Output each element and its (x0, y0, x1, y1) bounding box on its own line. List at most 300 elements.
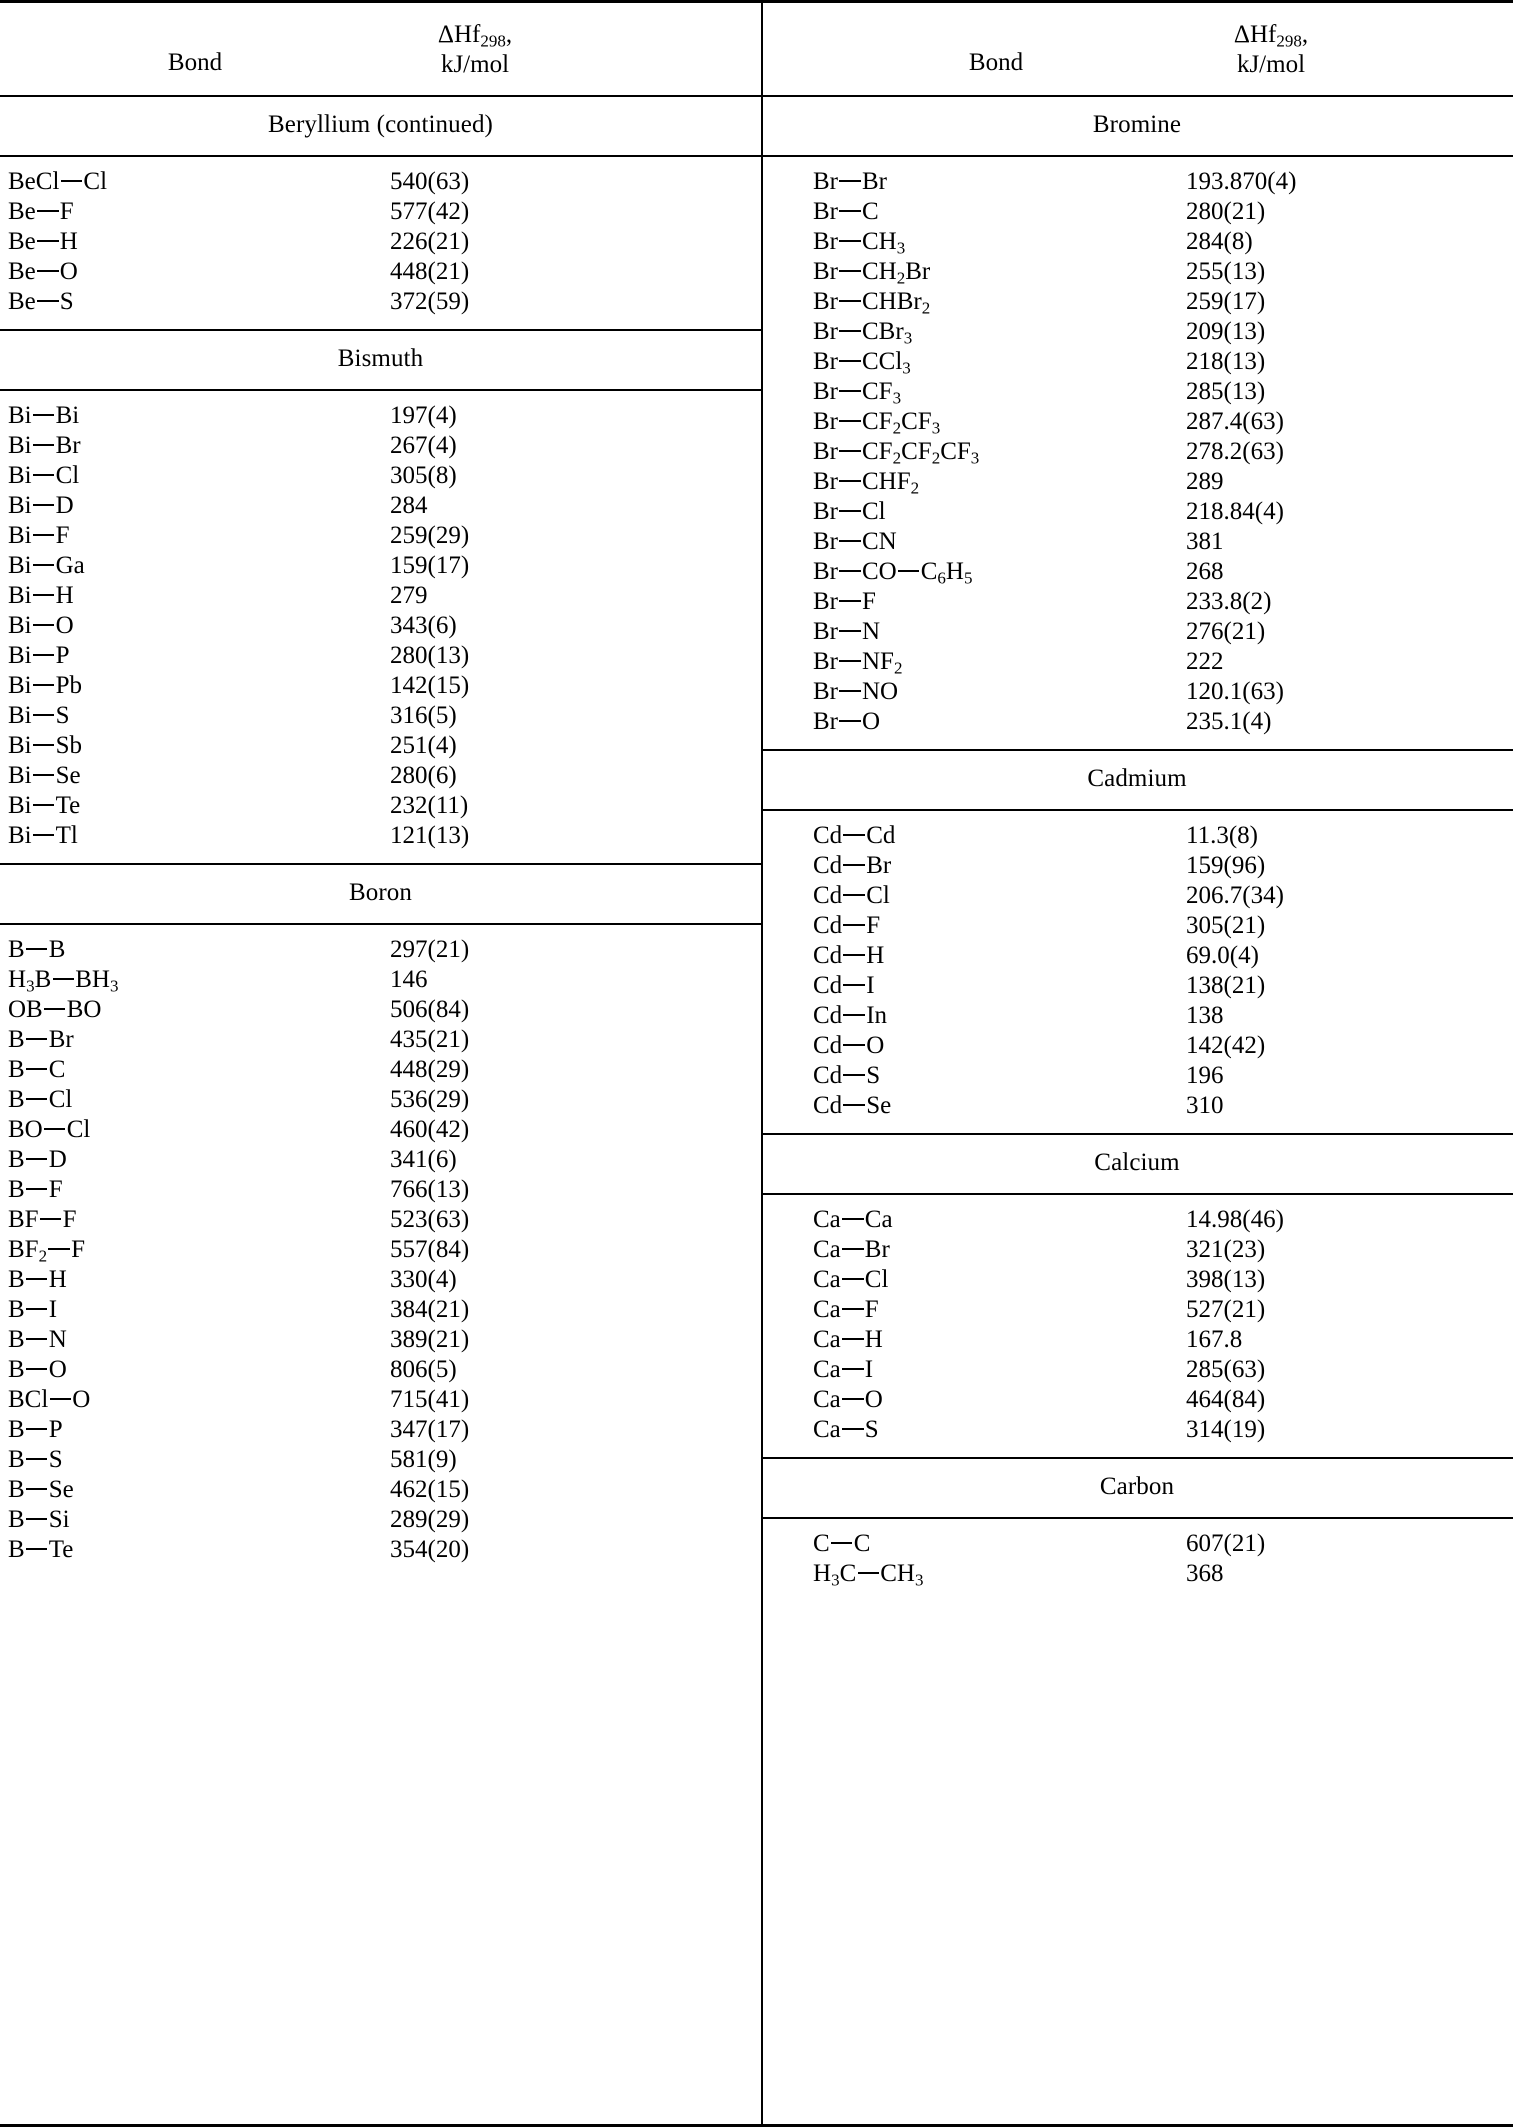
enthalpy-value: 330(4) (390, 1266, 457, 1293)
bond-line-icon (842, 1398, 864, 1400)
table-row (0, 287, 761, 317)
table-row (0, 1205, 761, 1235)
table-row (761, 971, 1513, 1001)
bond-line-icon (26, 1458, 48, 1460)
bond-formula: Be O (8, 258, 78, 285)
bond-formula: BeCl Cl (8, 168, 108, 195)
bond-formula: BO Cl (8, 1116, 91, 1143)
enthalpy-value: 209(13) (1186, 318, 1266, 345)
bond-line-icon (37, 270, 59, 272)
bond-line-icon (26, 1038, 48, 1040)
table-row (0, 1055, 761, 1085)
enthalpy-value: 259(29) (390, 522, 470, 549)
bond-formula: B Te (8, 1536, 74, 1563)
bond-line-icon (843, 1044, 865, 1046)
enthalpy-value: 368 (1186, 1560, 1224, 1587)
bond-line-icon (839, 390, 861, 392)
table-row (761, 617, 1513, 647)
bond-line-icon (26, 1308, 48, 1310)
bond-formula: Cd S (813, 1062, 881, 1089)
bond-line-icon (26, 1098, 48, 1100)
bond-formula: Ca Cl (813, 1266, 889, 1293)
bond-formula: BF F (8, 1206, 77, 1233)
bond-line-icon (33, 564, 55, 566)
bond-line-icon (33, 624, 55, 626)
table-row (761, 1295, 1513, 1325)
table-row (761, 227, 1513, 257)
bond-line-icon (843, 894, 865, 896)
enthalpy-value: 218.84(4) (1186, 498, 1284, 525)
enthalpy-value: 343(6) (390, 612, 457, 639)
enthalpy-value: 287.4(63) (1186, 408, 1284, 435)
enthalpy-value: 297(21) (390, 936, 470, 963)
table-row (761, 317, 1513, 347)
bond-formula: B Se (8, 1476, 74, 1503)
bond-line-icon (33, 774, 55, 776)
enthalpy-value: 398(13) (1186, 1266, 1266, 1293)
bond-formula: Ca F (813, 1296, 879, 1323)
table-row (761, 1205, 1513, 1235)
enthalpy-value: 536(29) (390, 1086, 470, 1113)
bond-formula: B N (8, 1326, 67, 1353)
bond-line-icon (26, 1368, 48, 1370)
left-column-header (0, 0, 761, 95)
table-row (761, 1559, 1513, 1589)
enthalpy-value: 280(13) (390, 642, 470, 669)
bond-line-icon (843, 864, 865, 866)
enthalpy-value: 196 (1186, 1062, 1224, 1089)
enthalpy-value: 581(9) (390, 1446, 457, 1473)
bond-line-icon (843, 954, 865, 956)
bond-line-icon (48, 1248, 70, 1250)
enthalpy-value: 222 (1186, 648, 1224, 675)
bond-formula: Br CHBr$_2$ (813, 288, 931, 318)
header-enthalpy-line1: ΔHf$_{298}$, (437, 21, 513, 51)
header-enthalpy-line2: kJ/mol (1236, 50, 1306, 78)
enthalpy-value: 284 (390, 492, 428, 519)
section-title: Carbon (1099, 1473, 1175, 1500)
bond-line-icon (33, 444, 55, 446)
bond-line-icon (26, 1548, 48, 1550)
bond-line-icon (839, 240, 861, 242)
enthalpy-value: 354(20) (390, 1536, 470, 1563)
bond-line-icon (839, 630, 861, 632)
table-row (0, 227, 761, 257)
enthalpy-value: 280(21) (1186, 198, 1266, 225)
bond-formula: Br F (813, 588, 876, 615)
bond-line-icon (26, 1068, 48, 1070)
enthalpy-value: 305(8) (390, 462, 457, 489)
bond-line-icon (26, 1488, 48, 1490)
section-rows (761, 1195, 1513, 1457)
bond-formula: Ca Br (813, 1236, 890, 1263)
table-row (761, 821, 1513, 851)
bond-formula: C C (813, 1530, 871, 1557)
header-bond-label: Bond (167, 49, 223, 76)
enthalpy-value: 235.1(4) (1186, 708, 1272, 735)
bond-formula: Br NO (813, 678, 899, 705)
bond-formula: Bi Te (8, 792, 81, 819)
enthalpy-value: 159(96) (1186, 852, 1266, 879)
bond-formula: Br $CF_2CF_2CF_3$ (813, 438, 980, 468)
enthalpy-value: 523(63) (390, 1206, 470, 1233)
table-row (761, 1235, 1513, 1265)
enthalpy-value: 121(13) (390, 822, 470, 849)
bond-line-icon (842, 1308, 864, 1310)
table-row (0, 1175, 761, 1205)
table-row (761, 1529, 1513, 1559)
enthalpy-value: 14.98(46) (1186, 1206, 1284, 1233)
table-row (0, 167, 761, 197)
bond-line-icon (839, 450, 861, 452)
bond-line-icon (33, 534, 55, 536)
bond-line-icon (842, 1278, 864, 1280)
bond-line-icon (842, 1338, 864, 1340)
bond-line-icon (33, 804, 55, 806)
bond-formula: Br CCl$_3$ (813, 348, 911, 378)
bond-formula: Cd Cl (813, 882, 890, 909)
bond-formula: Cd Cd (813, 822, 896, 849)
bond-formula: Bi Cl (8, 462, 80, 489)
table-row (761, 647, 1513, 677)
bond-formula: Br O (813, 708, 881, 735)
left-column-body (0, 95, 761, 1577)
bond-formula: Cd In (813, 1002, 888, 1029)
bond-line-icon (44, 1008, 66, 1010)
bond-formula: Br $CF_2CF_3$ (813, 408, 941, 438)
bond-line-icon (839, 660, 861, 662)
bond-line-icon (33, 684, 55, 686)
bond-formula: Cd I (813, 972, 875, 999)
table-row (0, 1265, 761, 1295)
bond-line-icon (898, 570, 920, 572)
bond-line-icon (33, 714, 55, 716)
bond-formula: Bi F (8, 522, 70, 549)
enthalpy-value: 506(84) (390, 996, 470, 1023)
table-row (761, 377, 1513, 407)
bond-formula: B Cl (8, 1086, 73, 1113)
bond-line-icon (842, 1248, 864, 1250)
bond-line-icon (839, 570, 861, 572)
table-row (0, 461, 761, 491)
enthalpy-value: 279 (390, 582, 428, 609)
bond-line-icon (26, 1428, 48, 1430)
enthalpy-value: 193.870(4) (1186, 168, 1297, 195)
bond-line-icon (839, 330, 861, 332)
enthalpy-value: 341(6) (390, 1146, 457, 1173)
section-title: Beryllium (continued) (268, 111, 493, 138)
enthalpy-value: 540(63) (390, 168, 470, 195)
table-row (0, 1385, 761, 1415)
bond-line-icon (843, 1014, 865, 1016)
enthalpy-value: 381 (1186, 528, 1224, 555)
enthalpy-value: 372(59) (390, 288, 470, 315)
enthalpy-value: 460(42) (390, 1116, 470, 1143)
bond-line-icon (831, 1542, 853, 1544)
enthalpy-value: 142(42) (1186, 1032, 1266, 1059)
bond-line-icon (839, 540, 861, 542)
bond-formula: Br $CH_3$ (813, 228, 906, 258)
bond-formula: Bi Sb (8, 732, 83, 759)
bond-formula: B C (8, 1056, 66, 1083)
enthalpy-value: 142(15) (390, 672, 470, 699)
bond-line-icon (839, 300, 861, 302)
table-row (0, 1295, 761, 1325)
table-row (0, 761, 761, 791)
bond-formula: Bi Bi (8, 402, 80, 429)
enthalpy-value: 278.2(63) (1186, 438, 1284, 465)
enthalpy-value: 232(11) (390, 792, 469, 819)
table-row (761, 167, 1513, 197)
bond-formula: $H_3C$ $CH_3$ (813, 1560, 924, 1590)
bond-line-icon (842, 1368, 864, 1370)
bond-formula: Bi Br (8, 432, 81, 459)
bond-formula: $BF_2$ F (8, 1236, 85, 1266)
section-rows (761, 157, 1513, 749)
enthalpy-value: 321(23) (1186, 1236, 1266, 1263)
bond-line-icon (26, 1338, 48, 1340)
bond-line-icon (839, 600, 861, 602)
bond-formula: Bi H (8, 582, 74, 609)
enthalpy-value: 255(13) (1186, 258, 1266, 285)
bond-formula: B I (8, 1296, 58, 1323)
header-enthalpy-line1: ΔHf$_{298}$, (1233, 21, 1309, 51)
bond-formula: Bi O (8, 612, 74, 639)
enthalpy-value: 138 (1186, 1002, 1224, 1029)
table-row (0, 701, 761, 731)
enthalpy-value: 715(41) (390, 1386, 470, 1413)
enthalpy-value: 577(42) (390, 198, 470, 225)
bond-line-icon (843, 924, 865, 926)
bond-line-icon (33, 594, 55, 596)
table-row (0, 1355, 761, 1385)
table-row (761, 407, 1513, 437)
table-row (761, 1385, 1513, 1415)
table-row (0, 401, 761, 431)
enthalpy-value: 268 (1186, 558, 1224, 585)
section-title: Boron (349, 879, 412, 906)
bond-formula: B Si (8, 1506, 70, 1533)
bond-formula: Bi D (8, 492, 74, 519)
enthalpy-value: 146 (390, 966, 428, 993)
enthalpy-value: 226(21) (390, 228, 470, 255)
table-row (761, 437, 1513, 467)
bond-formula: Br Br (813, 168, 887, 195)
bond-line-icon (53, 978, 75, 980)
enthalpy-value: 206.7(34) (1186, 882, 1284, 909)
bond-line-icon (839, 360, 861, 362)
bond-formula: Bi Se (8, 762, 81, 789)
table-row (761, 1265, 1513, 1295)
enthalpy-value: 389(21) (390, 1326, 470, 1353)
bond-line-icon (61, 180, 83, 182)
bond-formula: Cd H (813, 942, 885, 969)
table-row (0, 521, 761, 551)
bond-line-icon (26, 948, 48, 950)
bond-line-icon (37, 240, 59, 242)
table-row (0, 1475, 761, 1505)
bond-line-icon (26, 1518, 48, 1520)
section-title: Bromine (1092, 111, 1182, 138)
bond-line-icon (26, 1158, 48, 1160)
table-row (0, 821, 761, 851)
table-row (761, 707, 1513, 737)
section-rows (0, 391, 761, 863)
table-row (0, 791, 761, 821)
table-row (761, 1355, 1513, 1385)
bond-formula: Ca Ca (813, 1206, 893, 1233)
right-column-body (761, 95, 1513, 1601)
bond-line-icon (839, 180, 861, 182)
bond-line-icon (33, 654, 55, 656)
table-row (0, 1145, 761, 1175)
enthalpy-value: 448(21) (390, 258, 470, 285)
enthalpy-value: 138(21) (1186, 972, 1266, 999)
table-row (761, 1091, 1513, 1121)
enthalpy-value: 464(84) (1186, 1386, 1266, 1413)
table-row (0, 1535, 761, 1565)
enthalpy-value: 435(21) (390, 1026, 470, 1053)
bond-formula: Be S (8, 288, 74, 315)
bond-line-icon (839, 420, 861, 422)
enthalpy-value: 167.8 (1186, 1326, 1243, 1353)
bond-formula: BCl O (8, 1386, 91, 1413)
enthalpy-value: 285(13) (1186, 378, 1266, 405)
table-row (761, 911, 1513, 941)
table-row (0, 1445, 761, 1475)
table-row (0, 491, 761, 521)
bond-line-icon (44, 1128, 66, 1130)
enthalpy-value: 462(15) (390, 1476, 470, 1503)
header-enthalpy-label (390, 0, 560, 95)
table-row (761, 287, 1513, 317)
enthalpy-value: 557(84) (390, 1236, 470, 1263)
bond-formula: Bi P (8, 642, 70, 669)
bond-formula: Br $NF_2$ (813, 648, 903, 678)
bond-line-icon (33, 504, 55, 506)
bond-formula: Br CBr$_3$ (813, 318, 913, 348)
bond-formula: Bi S (8, 702, 70, 729)
table-row (761, 677, 1513, 707)
bond-formula: Br CO $C_6H_5$ (813, 558, 973, 588)
bond-formula: OB BO (8, 996, 102, 1023)
enthalpy-value: 218(13) (1186, 348, 1266, 375)
bond-line-icon (26, 1278, 48, 1280)
table-row (0, 641, 761, 671)
section-title: Calcium (1094, 1149, 1180, 1176)
bond-formula: B Br (8, 1026, 74, 1053)
bond-line-icon (33, 474, 55, 476)
table-row (0, 995, 761, 1025)
enthalpy-value: 267(4) (390, 432, 457, 459)
table-row (761, 1325, 1513, 1355)
bond-formula: Ca I (813, 1356, 874, 1383)
bond-line-icon (839, 720, 861, 722)
bond-line-icon (839, 210, 861, 212)
table-row (0, 671, 761, 701)
bond-line-icon (839, 480, 861, 482)
table-row (0, 1025, 761, 1055)
section-rows (0, 157, 761, 329)
enthalpy-value: 766(13) (390, 1176, 470, 1203)
table-row (0, 581, 761, 611)
enthalpy-value: 607(21) (1186, 1530, 1266, 1557)
enthalpy-value: 314(19) (1186, 1416, 1266, 1443)
table-row (761, 497, 1513, 527)
section-rows (761, 1519, 1513, 1601)
enthalpy-value: 527(21) (1186, 1296, 1266, 1323)
bond-formula: Br $CH_2Br$ (813, 258, 931, 288)
bond-formula: Cd O (813, 1032, 885, 1059)
bond-line-icon (50, 1398, 72, 1400)
enthalpy-value: 276(21) (1186, 618, 1266, 645)
bond-line-icon (37, 210, 59, 212)
table-row (0, 257, 761, 287)
bond-formula: B P (8, 1416, 63, 1443)
bond-formula: Bi Tl (8, 822, 78, 849)
bond-formula: B D (8, 1146, 67, 1173)
enthalpy-value: 316(5) (390, 702, 457, 729)
bond-line-icon (842, 1218, 864, 1220)
table-row (761, 587, 1513, 617)
bond-line-icon (843, 984, 865, 986)
bond-formula: Cd Se (813, 1092, 892, 1119)
bond-formula: Br $CF_3$ (813, 378, 902, 408)
table-row (0, 935, 761, 965)
table-row (761, 557, 1513, 587)
table-row (761, 1061, 1513, 1091)
enthalpy-value: 347(17) (390, 1416, 470, 1443)
bond-line-icon (839, 270, 861, 272)
bond-formula: Be F (8, 198, 74, 225)
enthalpy-value: 120.1(63) (1186, 678, 1284, 705)
header-bond-label: Bond (968, 49, 1024, 76)
enthalpy-value: 806(5) (390, 1356, 457, 1383)
table-row (761, 467, 1513, 497)
bond-formula: Ca S (813, 1416, 879, 1443)
table-row (0, 731, 761, 761)
bond-line-icon (33, 744, 55, 746)
bond-line-icon (33, 834, 55, 836)
enthalpy-value: 289 (1186, 468, 1224, 495)
table-row (761, 851, 1513, 881)
table-row (0, 965, 761, 995)
bond-formula: Br Cl (813, 498, 886, 525)
bond-formula: B F (8, 1176, 63, 1203)
enthalpy-value: 251(4) (390, 732, 457, 759)
table-row (761, 197, 1513, 227)
bond-formula: Br $CHF_2$ (813, 468, 920, 498)
table-row (761, 1415, 1513, 1445)
enthalpy-value: 384(21) (390, 1296, 470, 1323)
header-enthalpy-label (1186, 0, 1356, 95)
table-row (0, 1325, 761, 1355)
bond-formula: Bi Ga (8, 552, 85, 579)
bond-line-icon (858, 1572, 880, 1574)
enthalpy-value: 159(17) (390, 552, 470, 579)
bond-formula: Ca O (813, 1386, 883, 1413)
right-column-header (761, 0, 1513, 95)
table-row (0, 1085, 761, 1115)
bond-formula: B H (8, 1266, 67, 1293)
section-rows (0, 925, 761, 1577)
bond-line-icon (843, 1104, 865, 1106)
table-row (761, 1031, 1513, 1061)
bond-line-icon (26, 1188, 48, 1190)
bond-formula: B S (8, 1446, 63, 1473)
right-column (761, 0, 1513, 2127)
enthalpy-value: 197(4) (390, 402, 457, 429)
